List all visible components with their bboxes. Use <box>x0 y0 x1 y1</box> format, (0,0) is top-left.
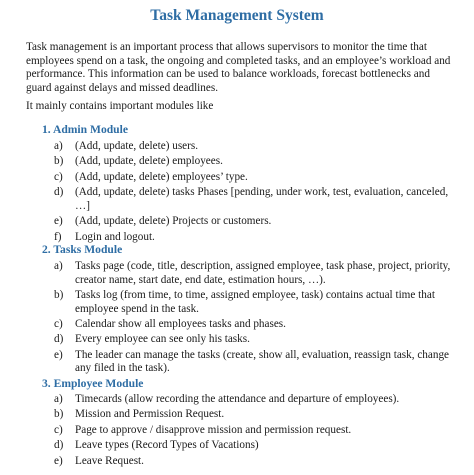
list-marker: d) <box>54 186 64 199</box>
list-item <box>54 289 462 316</box>
admin-module-list <box>54 140 462 246</box>
list-marker: d) <box>54 333 64 346</box>
modules-lead-text: It mainly contains important modules like <box>26 100 214 112</box>
list-item-text: Every employee can see only his tasks. <box>75 333 250 346</box>
list-item-text: Calendar show all employees tasks and phases. <box>75 317 286 330</box>
list-marker: a) <box>54 260 63 272</box>
tasks-module-list <box>54 260 462 378</box>
list-marker: c) <box>54 423 63 436</box>
document-title: Task Management System <box>150 7 324 24</box>
tasks-module-heading: 2. Tasks Module <box>42 243 123 256</box>
employee-module-heading: 3. Employee Module <box>42 377 144 390</box>
list-marker: b) <box>54 408 64 421</box>
list-item-text: Tasks log (from time, to time, assigned employee, task) contains actual time that employee spend in the task. <box>75 288 435 315</box>
list-item-text: Page to approve / disapprove mission and permission request. <box>75 423 352 436</box>
intro-paragraph: Task management is an important process that allows supervisors to monitor the time that employees spend on a task, the ongoing and completed tasks, and an employee’s workload and performance. This information can be used to balance workloads, forecast bottlenecks and guard against delays and missed deadlines. <box>26 41 451 94</box>
list-item <box>54 140 462 154</box>
list-item-text: Leave Request. <box>75 454 144 467</box>
list-item <box>54 408 462 422</box>
list-item-text: Timecards (allow recording the attendance and departure of employees). <box>75 393 400 405</box>
list-marker: e) <box>54 348 63 361</box>
list-marker: d) <box>54 439 64 452</box>
admin-module-heading: 1. Admin Module <box>42 123 129 136</box>
list-item <box>54 393 462 407</box>
list-marker: a) <box>54 140 63 152</box>
list-marker: c) <box>54 317 63 330</box>
list-item-text: Leave types (Record Types of Vacations) <box>75 439 259 452</box>
list-item <box>54 155 462 169</box>
employee-module-list <box>54 393 462 470</box>
list-item <box>54 349 462 376</box>
list-marker: e) <box>54 454 63 467</box>
list-marker: a) <box>54 393 63 405</box>
list-item-text: (Add, update, delete) employees’ type. <box>75 170 248 183</box>
list-item <box>54 455 462 469</box>
list-marker: c) <box>54 170 63 183</box>
list-item <box>54 333 462 347</box>
list-item-text: Login and logout. <box>75 230 155 243</box>
list-item <box>54 424 462 438</box>
list-item <box>54 318 462 332</box>
list-marker: b) <box>54 155 64 168</box>
list-item <box>54 260 462 287</box>
list-item-text: Tasks page (code, title, description, assigned employee, task phase, project, priority, creator name, start date, end date, estimation hours, …). <box>75 260 451 286</box>
list-item <box>54 186 462 213</box>
list-item <box>54 439 462 453</box>
list-marker: e) <box>54 215 63 228</box>
list-item-text: (Add, update, delete) tasks Phases [pending, under work, test, evaluation, canceled, …] <box>75 186 449 212</box>
list-item-text: Mission and Permission Request. <box>75 408 225 421</box>
list-item <box>54 215 462 229</box>
list-marker: f) <box>54 230 62 243</box>
list-item-text: (Add, update, delete) Projects or customers. <box>75 215 272 228</box>
list-item <box>54 171 462 185</box>
list-item-text: The leader can manage the tasks (create, show all, evaluation, reassign task, change any filed in the task). <box>75 348 450 375</box>
list-item-text: (Add, update, delete) employees. <box>75 155 223 168</box>
list-marker: b) <box>54 288 64 301</box>
list-item-text: (Add, update, delete) users. <box>75 140 199 152</box>
